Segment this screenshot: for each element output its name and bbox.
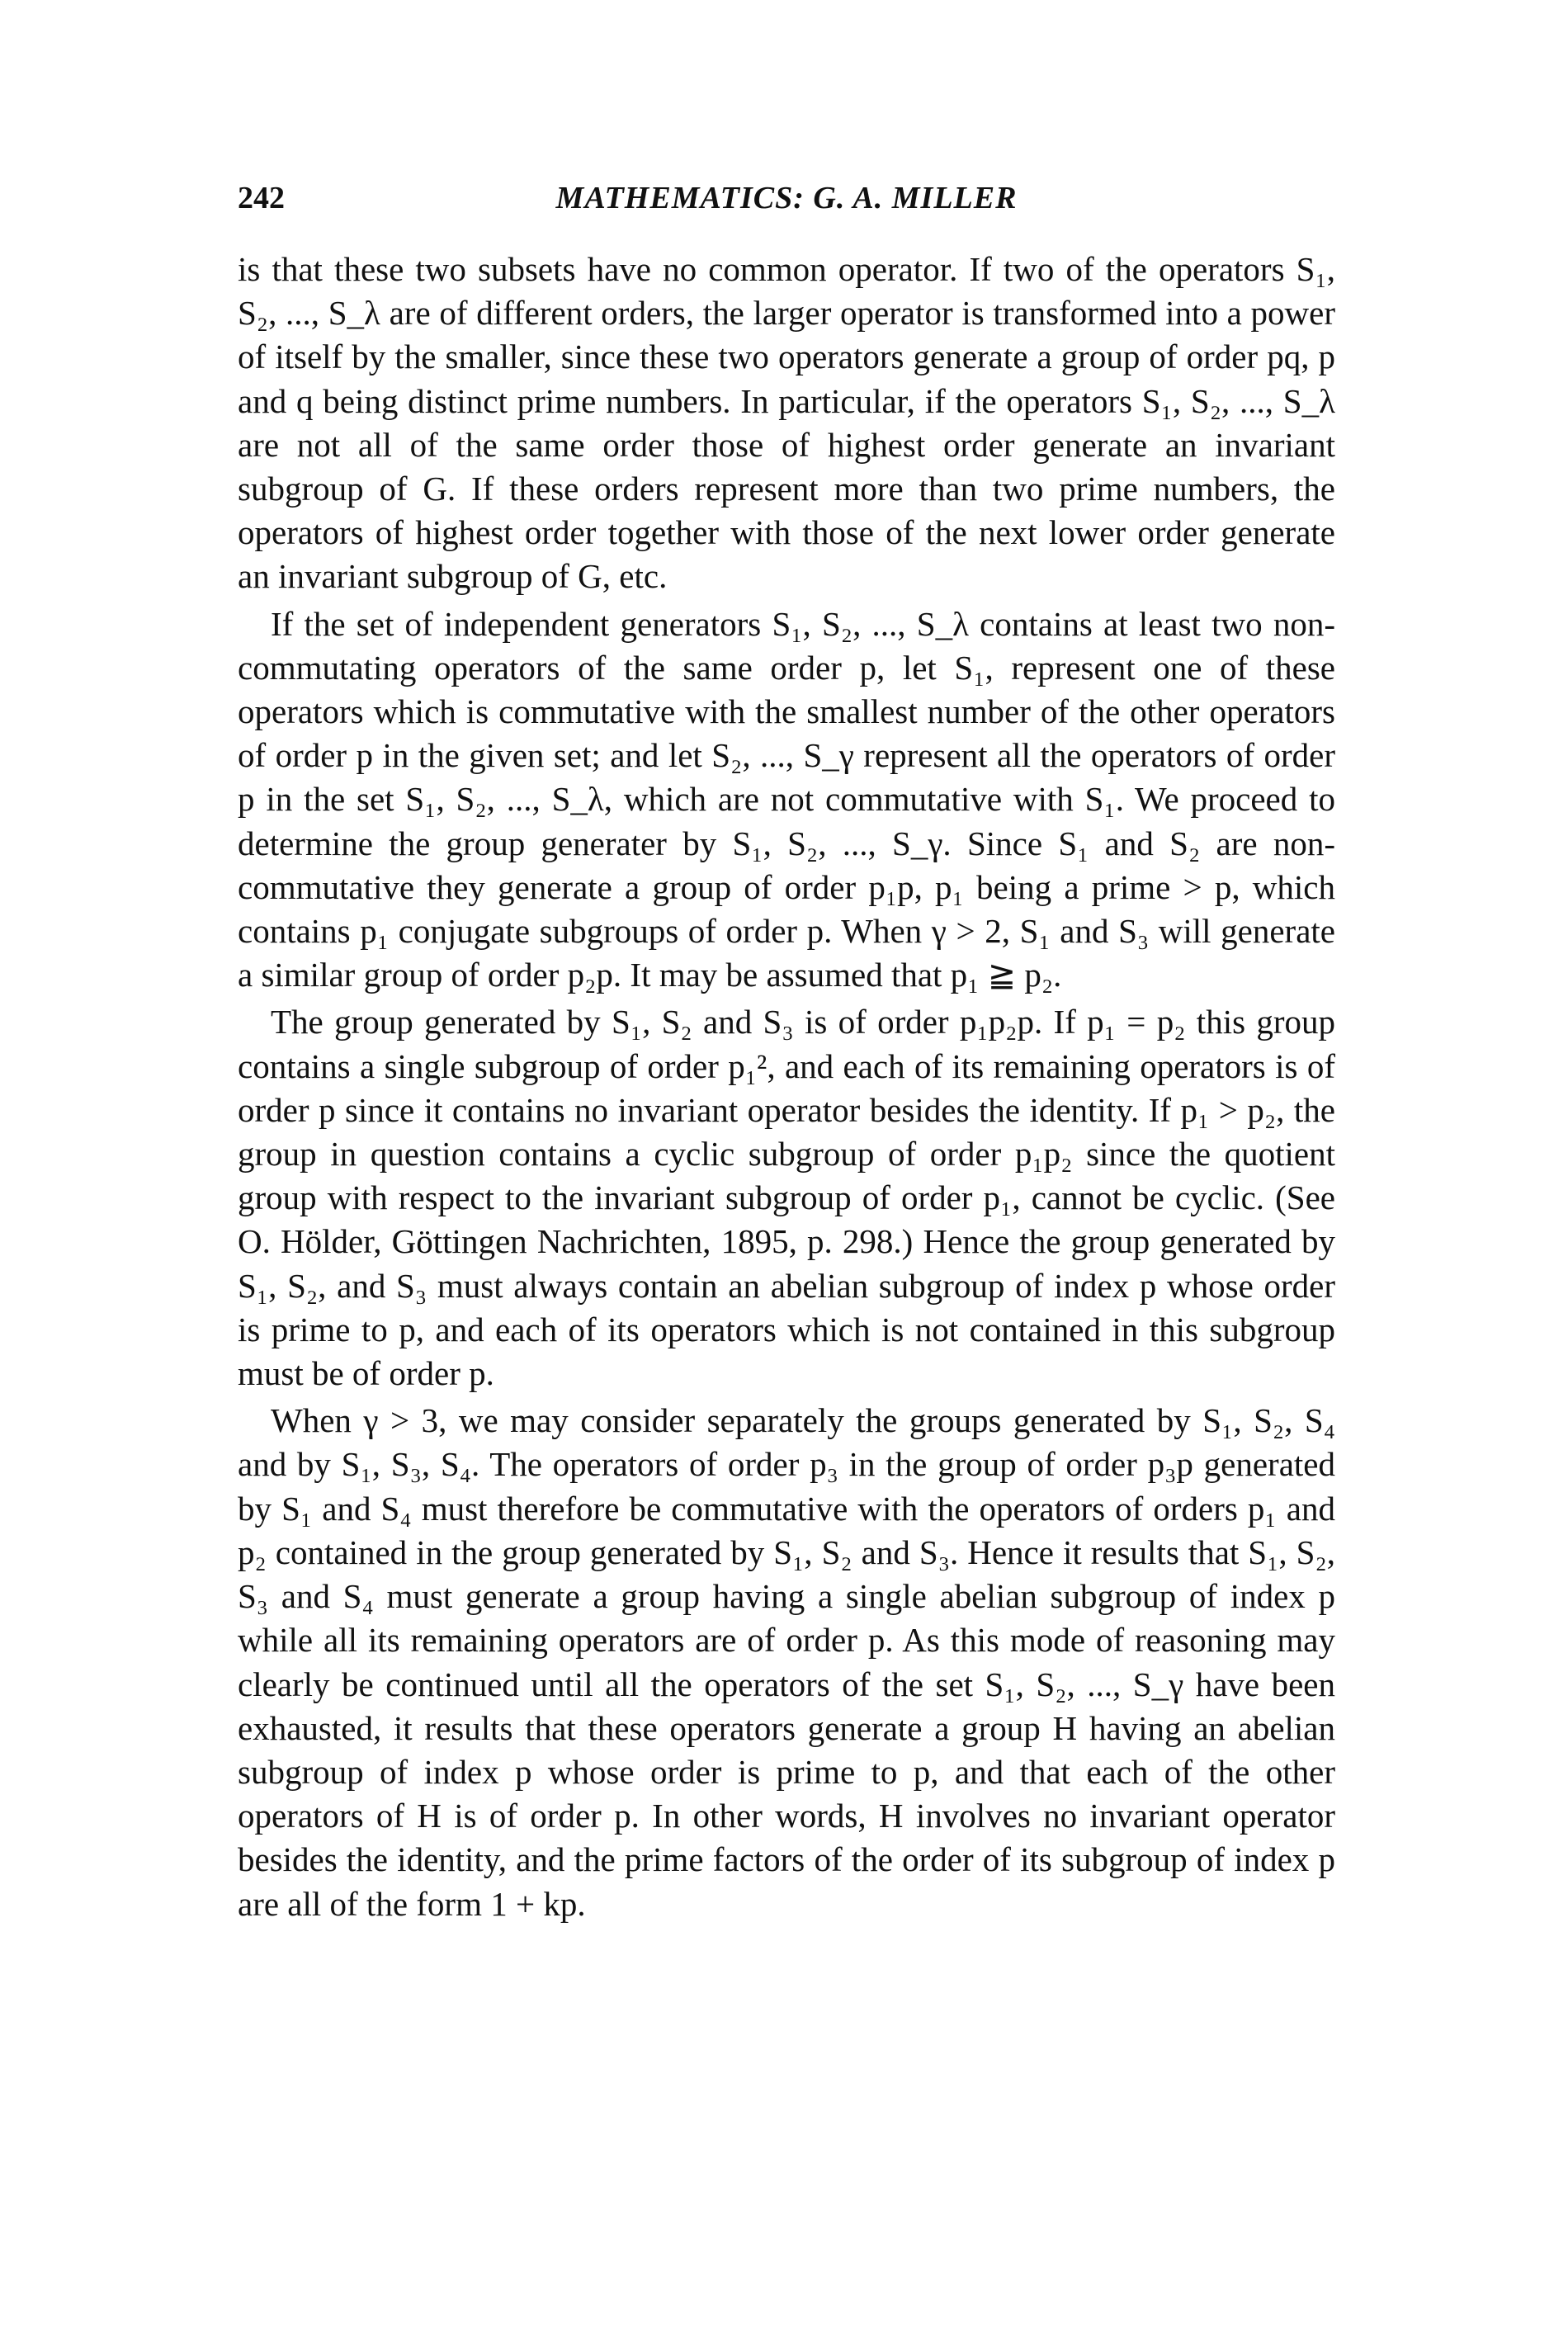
paragraph-3: The group generated by S₁, S₂ and S₃ is of order p₁p₂p. If p₁ = p₂ this group contains a single subgroup of order p₁², and each of its remaining operators is of order p since it contains no invariant operator besides the identity. If p₁ > p₂, the group in question contains a cyclic subgroup of order p₁p₂ since the quotient group with respect to the invariant subgroup of order p₁, cannot be cyclic. (See O. Hölder, Göttingen Nachrichten, 1895, p. 298.) Hence the group generated by S₁, S₂, and S₃ must always contain an abelian subgroup of index p whose order is prime to p, and each of its operators which is not contained in this subgroup must be of order p. — [238, 1003, 1335, 1393]
running-head: MATHEMATICS: G. A. MILLER — [555, 181, 1018, 215]
page-header — [238, 173, 1335, 223]
article-body — [238, 248, 1335, 1926]
journal-page — [238, 173, 1335, 1929]
paragraph-1: is that these two subsets have no common operator. If two of the operators S₁, S₂, ..., S_λ are of different orders, the larger operator is transformed into a power of itself by the smaller, since these two operators generate a group of order pq, p and q being distinct prime numbers. In particular, if the operators S₁, S₂, ..., S_λ are not all of the same order those of highest order generate an invariant subgroup of G. If these orders represent more than two prime numbers, the operators of highest order together with those of the next lower order generate an invariant subgroup of G, etc. — [238, 250, 1335, 596]
paragraph-2: If the set of independent generators S₁, S₂, ..., S_λ contains at least two non-commutating operators of the same order p, let S₁, represent one of these operators which is commutative with the smallest number of the other operators of order p in the given set; and let S₂, ..., S_γ represent all the operators of order p in the set S₁, S₂, ..., S_λ, which are not commutative with S₁. We proceed to determine the group generater by S₁, S₂, ..., S_γ. Since S₁ and S₂ are non-commutative they generate a group of order p₁p, p₁ being a prime > p, which contains p₁ conjugate subgroups of order p. When γ > 2, S₁ and S₃ will generate a similar group of order p₂p. It may be assumed that p₁ ≧ p₂. — [238, 604, 1335, 994]
page-number: 242 — [238, 181, 285, 215]
paragraph-4: When γ > 3, we may consider separately the groups generated by S₁, S₂, S₄ and by S₁, S₃, S₄. The operators of order p₃ in the group of order p₃p generated by S₁ and S₄ must therefore be commutative with the operators of orders p₁ and p₂ contained in the group generated by S₁, S₂ and S₃. Hence it results that S₁, S₂, S₃ and S₄ must generate a group having a single abelian subgroup of index p while all its remaining operators are of order p. As this mode of reasoning may clearly be continued until all the operators of the set S₁, S₂, ..., S_γ have been exhausted, it results that these operators generate a group H having an abelian subgroup of index p whose order is prime to p, and that each of the other operators of H is of order p. In other words, H involves no invariant operator besides the identity, and the prime factors of the order of its subgroup of index p are all of the form 1 + kp. — [238, 1401, 1335, 1923]
